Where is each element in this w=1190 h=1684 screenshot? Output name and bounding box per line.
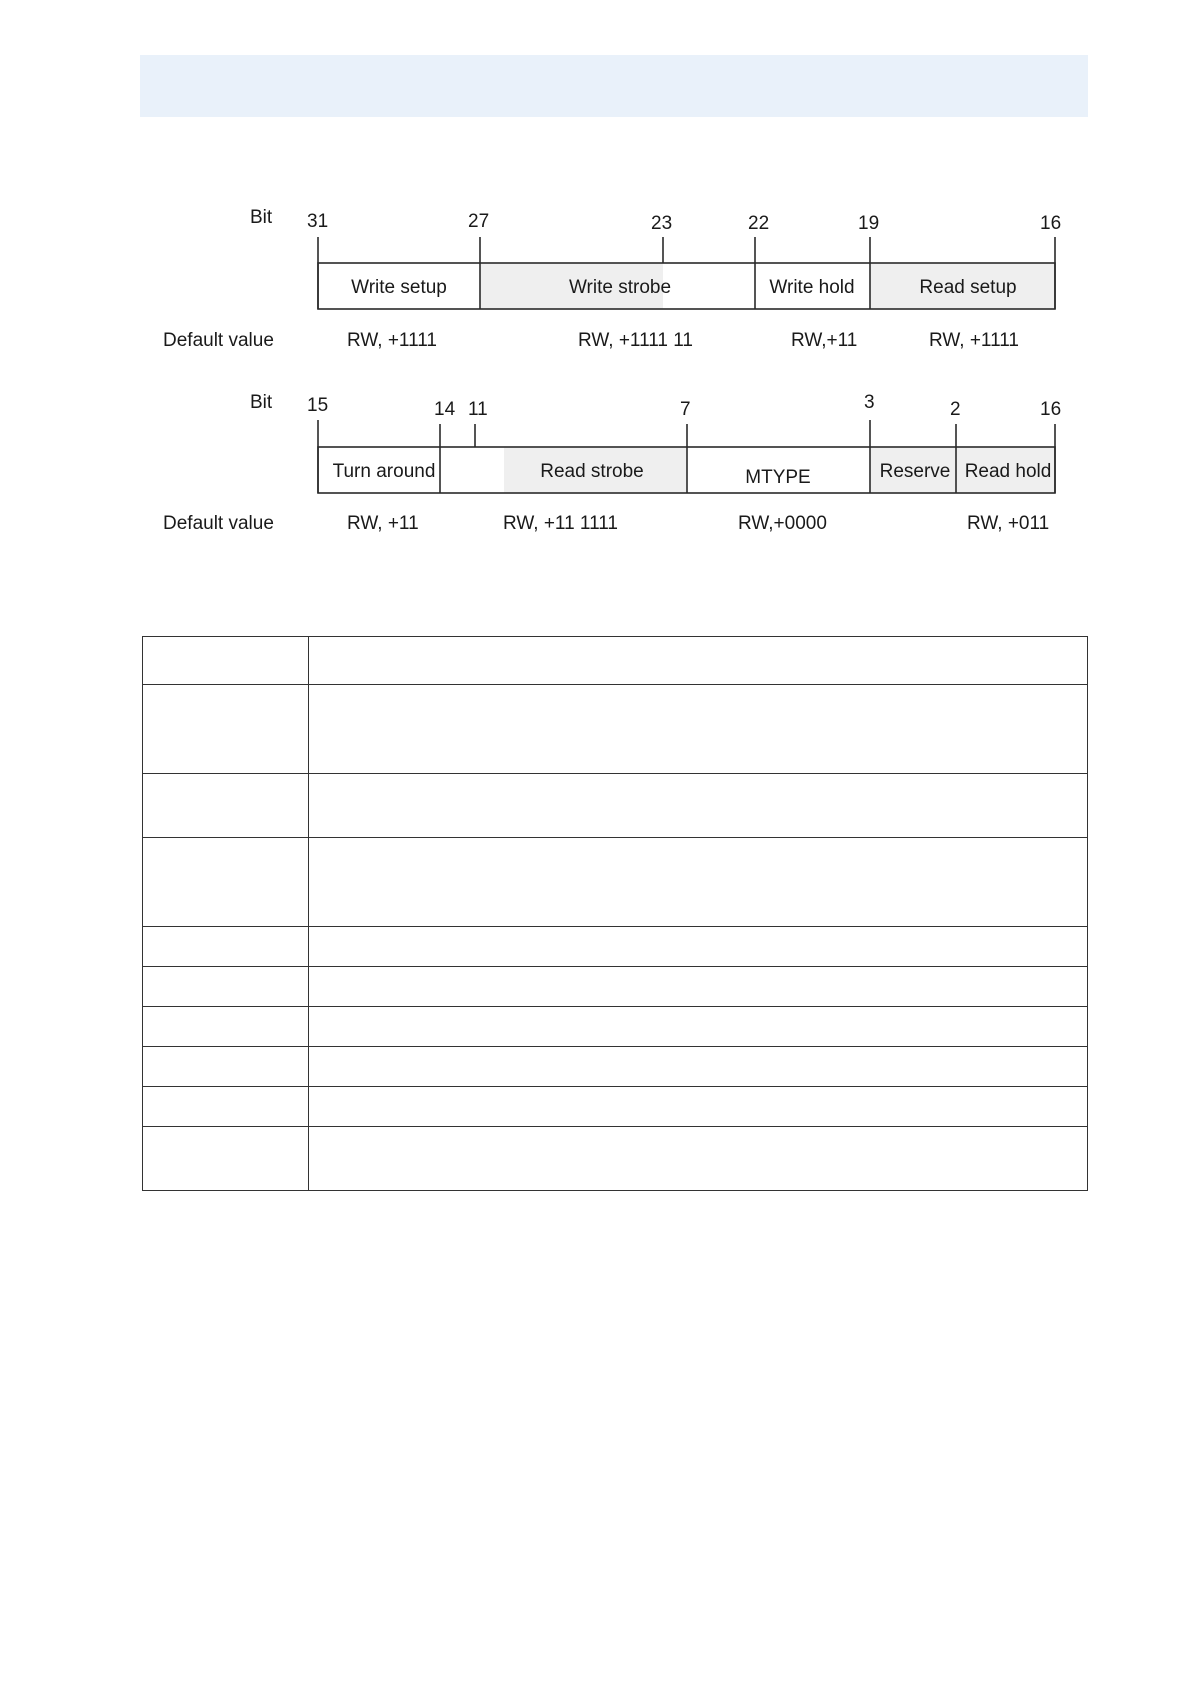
field-write-strobe: Write strobe xyxy=(568,277,672,298)
row2-default-label: Default value xyxy=(163,513,274,534)
field-turn-around: Turn around xyxy=(332,461,436,482)
table-row xyxy=(143,1127,1088,1191)
row1-bit-22: 22 xyxy=(748,213,770,234)
table-cell xyxy=(309,1047,1088,1087)
table-row xyxy=(143,967,1088,1007)
row1-bit-27: 27 xyxy=(468,211,490,232)
row2-bit-label: Bit xyxy=(250,392,273,413)
row1-default-write-hold: RW,+11 xyxy=(791,330,858,351)
table-cell xyxy=(143,838,309,927)
table-row xyxy=(143,1047,1088,1087)
field-write-hold: Write hold xyxy=(769,277,855,298)
field-read-strobe: Read strobe xyxy=(540,461,644,482)
field-write-strobe-box xyxy=(663,263,755,309)
row1-bit-19: 19 xyxy=(858,213,880,234)
row2-default-read-strobe: RW, +11 1111 xyxy=(503,513,618,534)
table-cell xyxy=(309,967,1088,1007)
table-cell xyxy=(143,1047,309,1087)
row2-bit-11: 11 xyxy=(468,399,488,420)
field-reserve: Reserve xyxy=(879,461,951,482)
row2-default-read-hold: RW, +011 xyxy=(967,513,1050,534)
table-cell xyxy=(309,685,1088,774)
field-read-hold: Read hold xyxy=(964,461,1052,482)
table-cell xyxy=(143,1007,309,1047)
row1-bit-23: 23 xyxy=(651,213,673,234)
table-cell xyxy=(309,1007,1088,1047)
row1-bit-31: 31 xyxy=(307,211,329,232)
row2-bit-16: 16 xyxy=(1040,399,1062,420)
table-cell xyxy=(309,637,1088,685)
field-write-setup: Write setup xyxy=(351,277,447,298)
field-mtype: MTYPE xyxy=(745,467,811,488)
table-row xyxy=(143,838,1088,927)
row2-bit-15: 15 xyxy=(307,395,329,416)
table-cell xyxy=(143,967,309,1007)
row2-bit-2: 2 xyxy=(950,399,961,420)
table-cell xyxy=(309,774,1088,838)
table-cell xyxy=(143,1087,309,1127)
row1-default-label: Default value xyxy=(163,330,274,351)
table-row xyxy=(143,927,1088,967)
register-bit-diagram xyxy=(0,0,1190,600)
table-row xyxy=(143,685,1088,774)
field-unused-box xyxy=(440,447,504,493)
row1-bit-16: 16 xyxy=(1040,213,1062,234)
table-cell xyxy=(143,774,309,838)
table-cell xyxy=(309,1127,1088,1191)
field-read-setup: Read setup xyxy=(919,277,1017,298)
row1-default-write-strobe: RW, +1111 11 xyxy=(578,330,693,351)
row1-default-read-setup: RW, +1111 xyxy=(929,330,1019,351)
table-cell xyxy=(143,685,309,774)
table-cell xyxy=(309,927,1088,967)
table-cell xyxy=(309,1087,1088,1127)
table-row xyxy=(143,637,1088,685)
table-cell xyxy=(143,927,309,967)
table-cell xyxy=(143,637,309,685)
table-cell xyxy=(309,838,1088,927)
table-row xyxy=(143,1007,1088,1047)
row1-default-write-setup: RW, +1111 xyxy=(347,330,437,351)
row2-default-mtype: RW,+0000 xyxy=(738,513,827,534)
table-cell xyxy=(143,1127,309,1191)
row1-bit-label: Bit xyxy=(250,207,273,228)
row2-bit-3: 3 xyxy=(864,392,875,413)
bit-description-table xyxy=(142,636,1088,1191)
row2-bit-7: 7 xyxy=(680,399,691,420)
table-row xyxy=(143,1087,1088,1127)
table-row xyxy=(143,774,1088,838)
row2-default-turn-around: RW, +11 xyxy=(347,513,419,534)
row2-bit-14: 14 xyxy=(434,399,456,420)
